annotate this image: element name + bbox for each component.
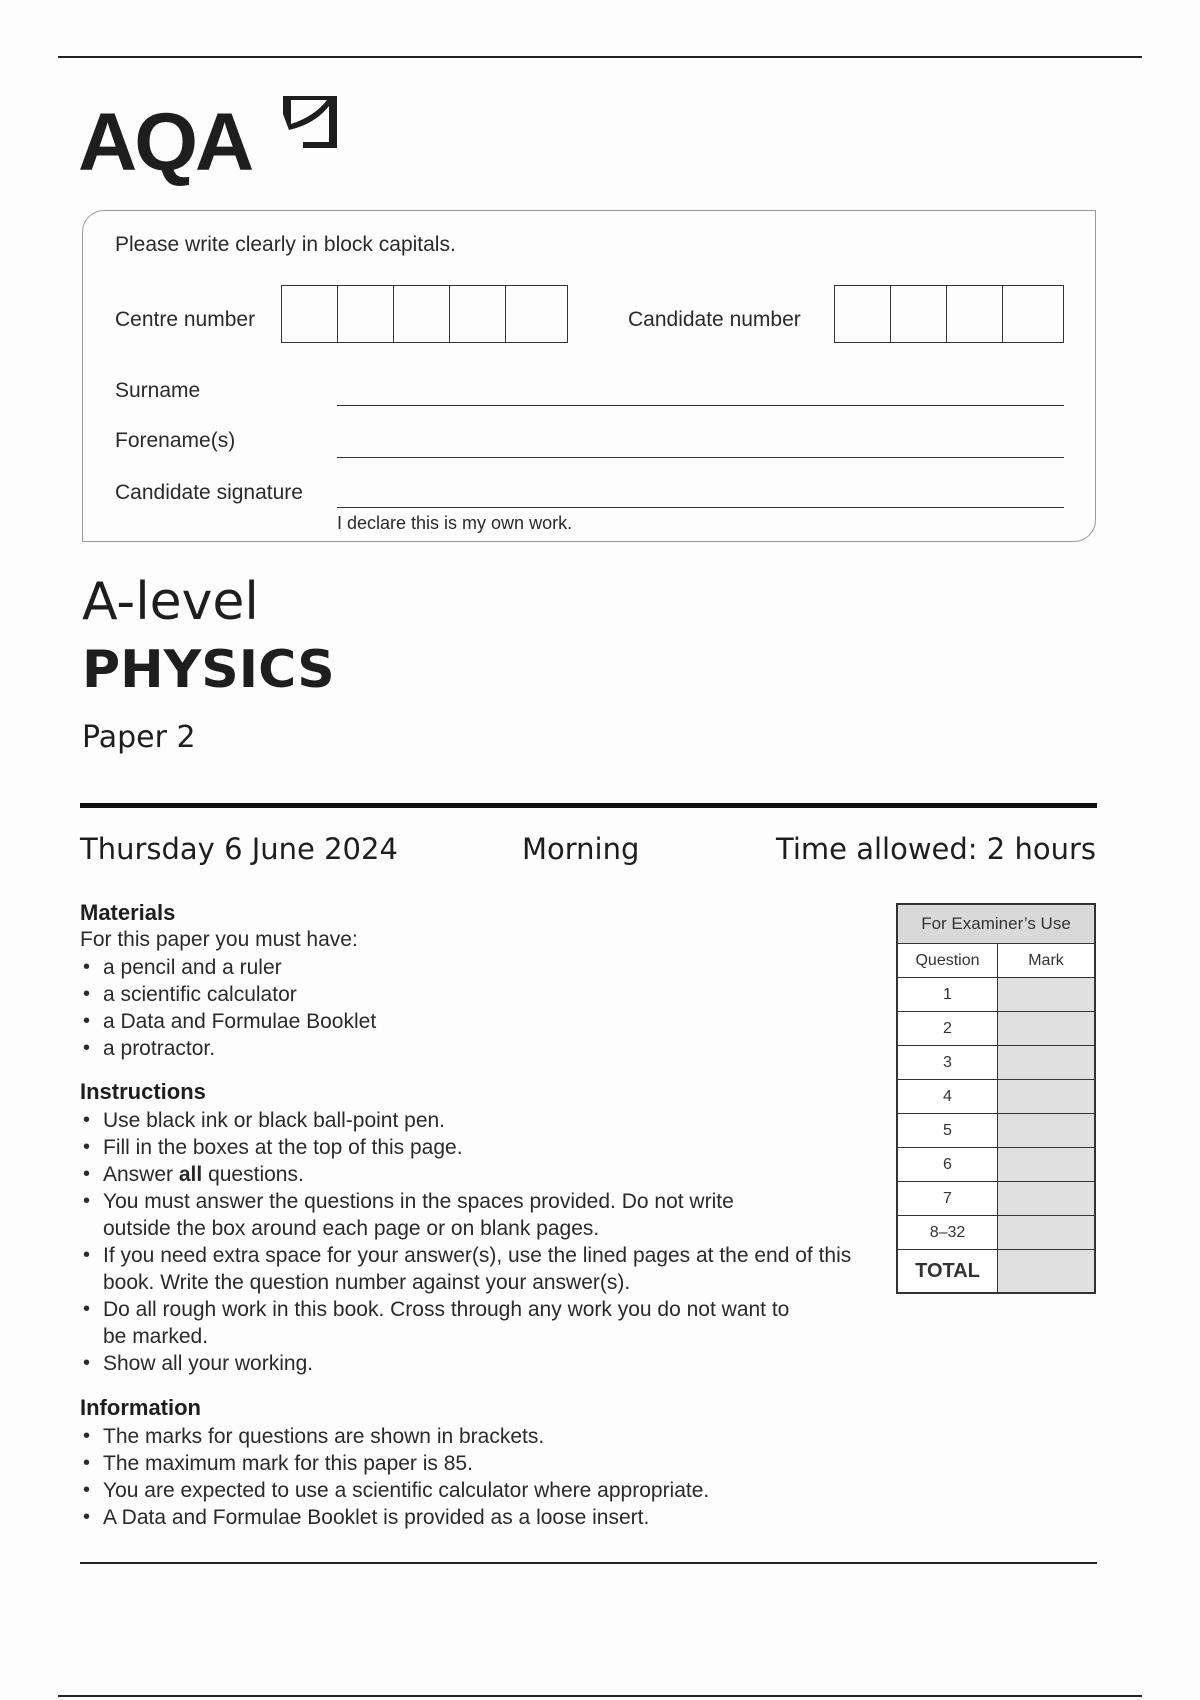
list-item: • a protractor. — [80, 1035, 376, 1062]
information-heading: Information — [80, 1395, 201, 1420]
materials-list — [80, 954, 376, 1062]
question-cell: 3 — [898, 1046, 998, 1079]
centre-digit-box[interactable] — [338, 286, 394, 342]
table-row — [898, 1046, 1094, 1080]
exam-session: Morning — [522, 832, 640, 866]
list-item: • The marks for questions are shown in brackets. — [80, 1423, 709, 1450]
examiner-use-table — [896, 903, 1096, 1294]
candidate-number-label: Candidate number — [628, 308, 801, 331]
question-cell: 4 — [898, 1080, 998, 1113]
forenames-label: Forename(s) — [115, 429, 236, 452]
top-rule — [58, 56, 1142, 58]
list-item: • You are expected to use a scientific calculator where appropriate. — [80, 1477, 709, 1504]
examiner-table-header-row — [898, 944, 1094, 978]
footer-rule — [80, 1562, 1097, 1564]
aqa-swoosh-icon — [281, 94, 337, 150]
question-cell: 6 — [898, 1148, 998, 1181]
surname-label: Surname — [115, 379, 201, 402]
mark-cell — [998, 1216, 1094, 1249]
mark-cell — [998, 1182, 1094, 1215]
signature-field[interactable] — [337, 507, 1064, 508]
question-cell: 7 — [898, 1182, 998, 1215]
qualification-level: A-level — [82, 572, 259, 632]
list-item: • Do all rough work in this book. Cross through any work you do not want to be marked. — [80, 1296, 803, 1350]
declaration-text: I declare this is my own work. — [337, 513, 573, 533]
list-item: • Fill in the boxes at the top of this page. — [80, 1134, 880, 1161]
materials-heading: Materials — [80, 900, 176, 925]
list-item: • You must answer the questions in the spaces provided. Do not write outside the box around each page or on blank pages. — [80, 1188, 763, 1242]
candidate-details-box — [82, 210, 1096, 542]
table-row — [898, 1216, 1094, 1250]
candidate-digit-box[interactable] — [947, 286, 1003, 342]
questions-text: questions. — [208, 1163, 304, 1186]
candidate-digit-box[interactable] — [835, 286, 891, 342]
list-item: • If you need extra space for your answer(s), use the lined pages at the end of this book. Write the question number against your answer(s). — [80, 1242, 903, 1296]
list-item: • A Data and Formulae Booklet is provided as a loose insert. — [80, 1504, 709, 1531]
list-item: • a Data and Formulae Booklet — [80, 1008, 376, 1035]
all-emphasis: all — [178, 1163, 203, 1186]
question-cell: 1 — [898, 978, 998, 1011]
answer-text: Answer — [103, 1163, 174, 1186]
centre-digit-box[interactable] — [394, 286, 450, 342]
question-cell: 8–32 — [898, 1216, 998, 1249]
list-item: • a scientific calculator — [80, 981, 376, 1008]
table-row — [898, 1080, 1094, 1114]
centre-digit-box[interactable] — [450, 286, 506, 342]
list-item — [80, 1161, 880, 1188]
instructions-list — [80, 1107, 880, 1377]
table-row — [898, 1114, 1094, 1148]
materials-intro: For this paper you must have: — [80, 928, 358, 951]
table-row — [898, 978, 1094, 1012]
block-capitals-instruction: Please write clearly in block capitals. — [115, 233, 456, 256]
mark-column-header: Mark — [998, 944, 1094, 977]
signature-label: Candidate signature — [115, 481, 303, 504]
list-item: • a pencil and a ruler — [80, 954, 376, 981]
mark-cell — [998, 1012, 1094, 1045]
table-row — [898, 1148, 1094, 1182]
centre-number-field[interactable] — [281, 285, 568, 343]
subject-title: PHYSICS — [82, 640, 335, 700]
question-column-header: Question — [898, 944, 998, 977]
candidate-digit-box[interactable] — [1003, 286, 1059, 342]
question-cell: 5 — [898, 1114, 998, 1147]
logo-text: AQA — [78, 97, 252, 188]
surname-field[interactable] — [337, 405, 1064, 406]
instructions-heading: Instructions — [80, 1079, 206, 1104]
centre-digit-box[interactable] — [282, 286, 338, 342]
aqa-logo — [78, 88, 348, 188]
time-allowed: Time allowed: 2 hours — [776, 832, 1096, 866]
mark-cell — [998, 1114, 1094, 1147]
examiner-table-heading: For Examiner’s Use — [898, 905, 1094, 944]
forenames-field[interactable] — [337, 457, 1064, 458]
mark-cell — [998, 1148, 1094, 1181]
list-item: • Show all your working. — [80, 1350, 880, 1377]
candidate-digit-box[interactable] — [891, 286, 947, 342]
mark-cell — [998, 978, 1094, 1011]
total-mark-cell — [998, 1250, 1094, 1292]
information-list — [80, 1423, 709, 1531]
list-item: • The maximum mark for this paper is 85. — [80, 1450, 709, 1477]
centre-digit-box[interactable] — [506, 286, 562, 342]
table-row — [898, 1182, 1094, 1216]
candidate-number-field[interactable] — [834, 285, 1064, 343]
mark-cell — [998, 1046, 1094, 1079]
mark-cell — [998, 1080, 1094, 1113]
title-rule — [80, 803, 1097, 808]
question-cell: 2 — [898, 1012, 998, 1045]
exam-date: Thursday 6 June 2024 — [80, 832, 398, 866]
list-item: • Use black ink or black ball-point pen. — [80, 1107, 880, 1134]
table-row — [898, 1012, 1094, 1046]
paper-number: Paper 2 — [82, 720, 196, 755]
page-bottom-rule — [58, 1695, 1142, 1697]
total-row — [898, 1250, 1094, 1292]
centre-number-label: Centre number — [115, 308, 256, 331]
total-label: TOTAL — [898, 1250, 998, 1292]
